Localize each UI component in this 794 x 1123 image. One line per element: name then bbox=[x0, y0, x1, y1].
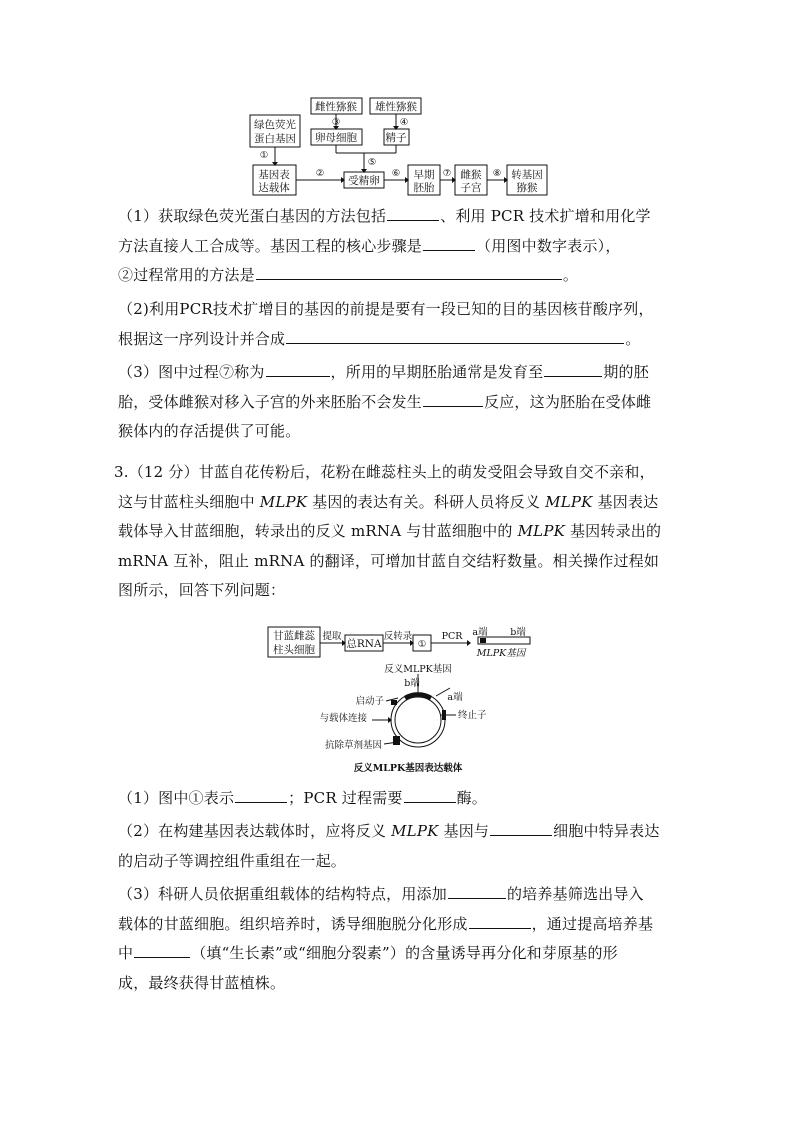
resistance-segment bbox=[393, 736, 400, 745]
step3-label: ③ bbox=[331, 117, 341, 128]
plasmid-inner bbox=[395, 697, 441, 743]
q3-intro-line3: 载体导入甘蓝细胞，转录出的反义 mRNA 与甘蓝细胞中的 MLPK 基因转录出的 bbox=[118, 522, 662, 540]
q3-part3-line1: （3）科研人员依据重组载体的结构特点，用添加 的培养基筛选出导入 bbox=[118, 885, 644, 903]
vector-caption: 反义MLPK基因表达载体 bbox=[353, 763, 463, 774]
answer-blank[interactable] bbox=[544, 361, 602, 377]
uterus-line2: 子宫 bbox=[460, 182, 482, 194]
step1-box-label: ① bbox=[417, 639, 427, 650]
q2-part1-line3: ②过程常用的方法是 。 bbox=[118, 266, 579, 284]
q2-part1-line1: （1）获取绿色荧光蛋白基因的方法包括 、利用 PCR 技术扩增和用化学 bbox=[118, 207, 651, 225]
antisense-vector-diagram bbox=[0, 620, 794, 780]
gfp-gene-line2: 蛋白基因 bbox=[254, 133, 296, 145]
q3-part3-line3: 中 （填“生长素”或“细胞分裂素”）的含量诱导再分化和芽原基的形 bbox=[118, 944, 618, 962]
answer-blank[interactable] bbox=[286, 328, 624, 344]
answer-blank[interactable] bbox=[423, 391, 483, 407]
q3-part1-line1: （1）图中①表示 ；PCR 过程需要 酶。 bbox=[118, 789, 487, 807]
oocyte-label: 卵母细胞 bbox=[315, 132, 357, 144]
q3-intro-line4: mRNA 互补，阻止 mRNA 的翻译，可增加甘蓝自交结籽数量。相关操作过程如 bbox=[118, 551, 660, 570]
q2-part2 bbox=[118, 295, 678, 354]
q3-part2 bbox=[118, 817, 678, 876]
sperm-label: 精子 bbox=[385, 132, 407, 144]
q2-part1 bbox=[118, 202, 678, 291]
female-monkey-label: 雌性猕猴 bbox=[315, 101, 357, 113]
answer-blank[interactable] bbox=[235, 787, 287, 803]
terminator-segment bbox=[442, 710, 446, 720]
q2-part2-line2: 根据这一序列设计并合成 。 bbox=[118, 329, 641, 348]
antisense-gene-label: 反义MLPK基因 bbox=[384, 664, 452, 675]
answer-blank[interactable] bbox=[469, 913, 531, 929]
answer-blank[interactable] bbox=[404, 787, 456, 803]
zygote-label: 受精卵 bbox=[348, 175, 380, 187]
q3-part2-line2: 的启动子等调控组件重组在一起。 bbox=[118, 851, 347, 870]
answer-blank[interactable] bbox=[134, 942, 190, 958]
step4-label: ④ bbox=[399, 117, 409, 128]
q2-part3-line2: 胎，受体雌猴对移入子宫的外来胚胎不会发生 反应，这为胚胎在受体雌 bbox=[118, 392, 652, 411]
gene-end-mark bbox=[480, 638, 486, 643]
gene-a-end: a端 bbox=[472, 627, 488, 638]
q2-part3 bbox=[118, 358, 678, 447]
uterus-line1: 雌猴 bbox=[460, 169, 482, 181]
step6-label: ⑥ bbox=[391, 168, 401, 179]
q3-intro-line1: 3.（12 分）甘蓝自花传粉后，花粉在雌蕊柱头上的萌发受阻会导致自交不亲和， bbox=[114, 463, 655, 481]
stigma-cells-line1: 甘蓝雌蕊 bbox=[273, 630, 315, 642]
plasmid-b-end: b端 bbox=[404, 678, 420, 689]
q2-part3-line1: （3）图中过程⑦称为 ，所用的早期胚胎通常是发育至 期的胚 bbox=[118, 363, 649, 381]
promoter-label: 启动子 bbox=[355, 696, 384, 707]
mlpk-gene-label: MLPK基因 bbox=[476, 648, 526, 659]
resistance-label: 抗除草剂基因 bbox=[324, 740, 382, 751]
q3-intro-line5: 图所示，回答下列问题： bbox=[118, 581, 286, 599]
stigma-cells-line2: 柱头细胞 bbox=[273, 644, 315, 656]
transgenic-monkey-diagram bbox=[0, 0, 794, 200]
answer-blank[interactable] bbox=[490, 820, 552, 836]
answer-blank[interactable] bbox=[256, 264, 562, 280]
embryo-line1: 早期 bbox=[413, 169, 435, 181]
q2-part1-line2: 方法直接人工合成等。基因工程的核心步骤是 （用图中数字表示）， bbox=[118, 236, 621, 255]
male-monkey-label: 雄性猕猴 bbox=[375, 101, 417, 113]
promoter-segment bbox=[391, 700, 397, 705]
embryo-line2: 胚胎 bbox=[413, 182, 435, 194]
pcr-label: PCR bbox=[441, 631, 463, 642]
rt-label: 反转录 bbox=[383, 631, 413, 642]
q3-intro-line2: 这与甘蓝柱头细胞中 MLPK 基因的表达有关。科研人员将反义 MLPK 基因表达 bbox=[118, 492, 659, 511]
step1-label: ① bbox=[259, 150, 269, 161]
answer-blank[interactable] bbox=[387, 205, 439, 221]
q2-part2-line1: （2)利用PCR技术扩增目的基因的前提是要有一段已知的目的基因核苷酸序列， bbox=[118, 300, 654, 318]
plasmid-a-end: a端 bbox=[447, 692, 463, 703]
terminator-label: 终止子 bbox=[458, 710, 487, 721]
antisense-segment bbox=[404, 692, 432, 700]
step5-label: ⑤ bbox=[367, 157, 377, 168]
gfp-gene-line1: 绿色荧光 bbox=[254, 119, 296, 131]
step2-label: ② bbox=[315, 168, 325, 179]
step8-label: ⑧ bbox=[492, 168, 502, 179]
gene-b-end: b端 bbox=[510, 627, 526, 638]
q3-part3-line4: 成，最终获得甘蓝植株。 bbox=[118, 973, 286, 992]
step7-label: ⑦ bbox=[442, 168, 452, 179]
answer-blank[interactable] bbox=[423, 235, 475, 251]
q3-intro bbox=[114, 458, 678, 606]
vector-line2: 达载体 bbox=[258, 182, 290, 194]
total-rna-label: 总RNA bbox=[346, 638, 382, 650]
transgenic-line1: 转基因 bbox=[511, 169, 543, 181]
vector-line1: 基因表 bbox=[258, 169, 290, 181]
extract-label: 提取 bbox=[322, 631, 342, 642]
q3-part3-line2: 载体的甘蓝细胞。组织培养时，诱导细胞脱分化形成 ，通过提高培养基 bbox=[118, 914, 654, 933]
q3-part1 bbox=[118, 784, 678, 814]
transgenic-line2: 猕猴 bbox=[516, 182, 538, 194]
answer-blank[interactable] bbox=[266, 361, 330, 377]
ligate-label: 与载体连接 bbox=[319, 713, 367, 724]
q2-part3-line3: 猴体内的存活提供了可能。 bbox=[118, 422, 301, 440]
answer-blank[interactable] bbox=[448, 883, 506, 899]
q3-part2-line1: （2）在构建基因表达载体时，应将反义 MLPK 基因与 细胞中特异表达 bbox=[118, 822, 660, 840]
q3-part3 bbox=[118, 880, 678, 998]
